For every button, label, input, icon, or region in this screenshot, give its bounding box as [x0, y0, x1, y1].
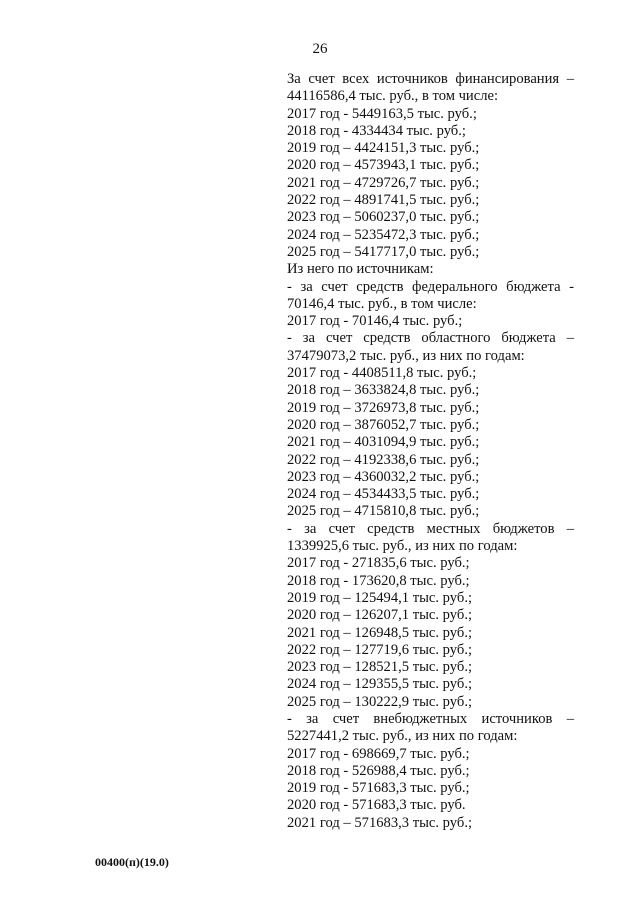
text-line: 2018 год - 4334434 тыс. руб.; [287, 122, 466, 139]
text-line: За счет всех источников финансирования – [287, 71, 574, 87]
text-line: 2025 год – 130222,9 тыс. руб.; [287, 693, 473, 710]
text-line: 2019 год – 3726973,8 тыс. руб.; [287, 399, 480, 416]
text-line: 2018 год - 526988,4 тыс. руб.; [287, 762, 470, 779]
text-line: 2019 год – 125494,1 тыс. руб.; [287, 589, 473, 606]
text-line: 2022 год – 127719,6 тыс. руб.; [287, 641, 473, 658]
text-line: - за счет внебюджетных источников – [287, 710, 574, 727]
text-line: 5227441,2 тыс. руб., из них по годам: [287, 728, 518, 745]
text-line: - за счет средств федерального бюджета - [287, 278, 574, 295]
text-line: 2017 год - 4408511,8 тыс. руб.; [287, 365, 477, 382]
text-line: 2021 год – 4729726,7 тыс. руб.; [287, 174, 480, 191]
text-line: 2017 год - 271835,6 тыс. руб.; [287, 555, 470, 572]
text-line: 2019 год – 4424151,3 тыс. руб.; [287, 140, 480, 157]
text-line: 2025 год – 5417717,0 тыс. руб.; [287, 243, 480, 260]
text-line: 2022 год – 4192338,6 тыс. руб.; [287, 451, 480, 468]
text-line: 2023 год – 4360032,2 тыс. руб.; [287, 468, 480, 485]
text-line: Из него по источникам: [287, 261, 434, 278]
document-code: 00400(п)(19.0) [95, 855, 169, 869]
page-number: 26 [312, 41, 328, 57]
text-line: - за счет средств местных бюджетов – [287, 520, 574, 537]
text-line: 70146,4 тыс. руб., в том числе: [287, 295, 477, 312]
text-line: 2017 год - 70146,4 тыс. руб.; [287, 313, 463, 330]
text-line: 2017 год - 698669,7 тыс. руб.; [287, 745, 470, 762]
text-line: 2024 год – 129355,5 тыс. руб.; [287, 676, 473, 693]
text-line: 2021 год – 571683,3 тыс. руб.; [287, 814, 473, 831]
funding-text [287, 71, 574, 832]
text-line: 2020 год – 3876052,7 тыс. руб.; [287, 416, 480, 433]
text-line: 2025 год – 4715810,8 тыс. руб.; [287, 503, 480, 520]
text-line: 1339925,6 тыс. руб., из них по годам: [287, 538, 518, 555]
text-line: - за счет средств областного бюджета – [287, 330, 574, 347]
text-line: 2021 год – 126948,5 тыс. руб.; [287, 624, 473, 641]
text-line: 2019 год - 571683,3 тыс. руб.; [287, 780, 470, 797]
text-line: 2020 год – 126207,1 тыс. руб.; [287, 607, 473, 624]
text-line: 2021 год – 4031094,9 тыс. руб.; [287, 434, 480, 451]
text-line: 44116586,4 тыс. руб., в том числе: [287, 88, 499, 105]
text-line: 37479073,2 тыс. руб., из них по годам: [287, 347, 525, 364]
text-line: 2018 год – 3633824,8 тыс. руб.; [287, 382, 480, 399]
text-line: 2024 год – 5235472,3 тыс. руб.; [287, 226, 480, 243]
text-line: 2022 год – 4891741,5 тыс. руб.; [287, 192, 480, 209]
text-line: 2017 год - 5449163,5 тыс. руб.; [287, 105, 477, 122]
text-line: 2018 год - 173620,8 тыс. руб.; [287, 572, 470, 589]
text-line: 2023 год – 128521,5 тыс. руб.; [287, 659, 473, 676]
text-line: 2020 год - 571683,3 тыс. руб. [287, 797, 466, 814]
text-line: 2020 год – 4573943,1 тыс. руб.; [287, 157, 480, 174]
text-line: 2023 год – 5060237,0 тыс. руб.; [287, 209, 480, 226]
text-line: 2024 год – 4534433,5 тыс. руб.; [287, 486, 480, 503]
